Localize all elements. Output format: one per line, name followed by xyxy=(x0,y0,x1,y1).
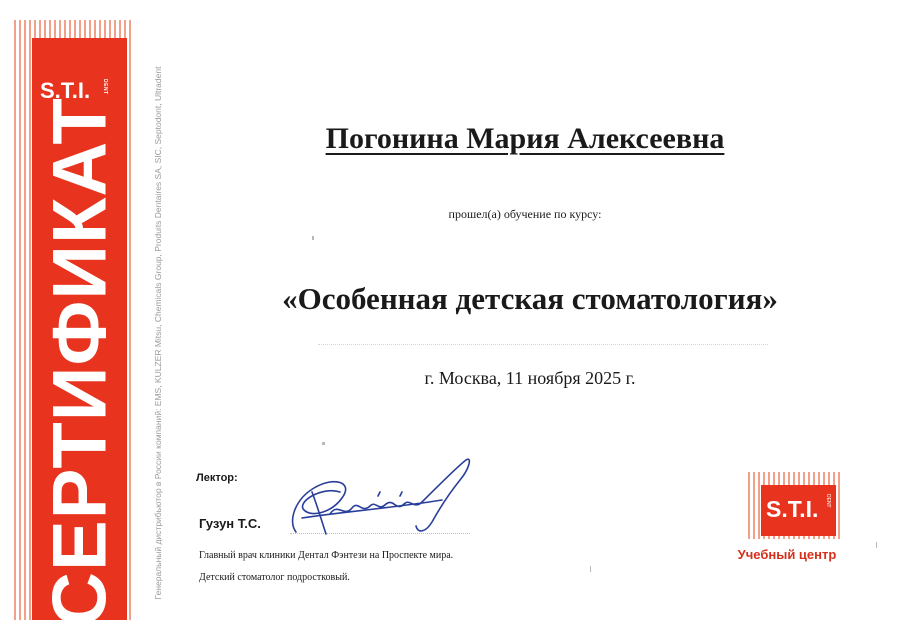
scan-speck xyxy=(312,236,314,240)
passed-course-text: прошел(а) обучение по курсу: xyxy=(448,207,602,221)
education-logo-text: S.T.I. xyxy=(766,496,819,522)
place-date: г. Москва, 11 ноября 2025 г. xyxy=(424,368,636,388)
scan-speck xyxy=(590,566,591,572)
band-logo-text: S.T.I. xyxy=(40,78,91,103)
signature-icon xyxy=(282,452,482,547)
scan-speck xyxy=(876,542,877,548)
distributors-note: Генеральный дистрибьютор в России компаний: EMS, KULZER Mitsu, Chemicals Group, Produits Dentaires SA, SIC, Septodont, Ultradent xyxy=(153,66,163,600)
education-center-label: Учебный центр xyxy=(737,547,837,562)
scan-speck xyxy=(322,442,325,445)
lector-position-line-1: Главный врач клиники Дентал Фэнтези на Проспекте мира. xyxy=(199,550,454,561)
lector-label: Лектор: xyxy=(196,472,238,484)
education-logo-sub: DENT xyxy=(825,494,831,508)
lector-position-line-2: Детский стоматолог подростковый. xyxy=(199,572,350,583)
certificate-title: СЕРТИФИКАТ xyxy=(37,97,123,627)
lector-name: Гузун Т.С. xyxy=(199,516,261,531)
course-title: «Особенная детская стоматология» xyxy=(282,281,778,316)
band-logo-sub: DENT xyxy=(102,79,108,95)
recipient-name: Погонина Мария Алексеевна xyxy=(325,122,725,155)
course-divider xyxy=(318,344,768,345)
